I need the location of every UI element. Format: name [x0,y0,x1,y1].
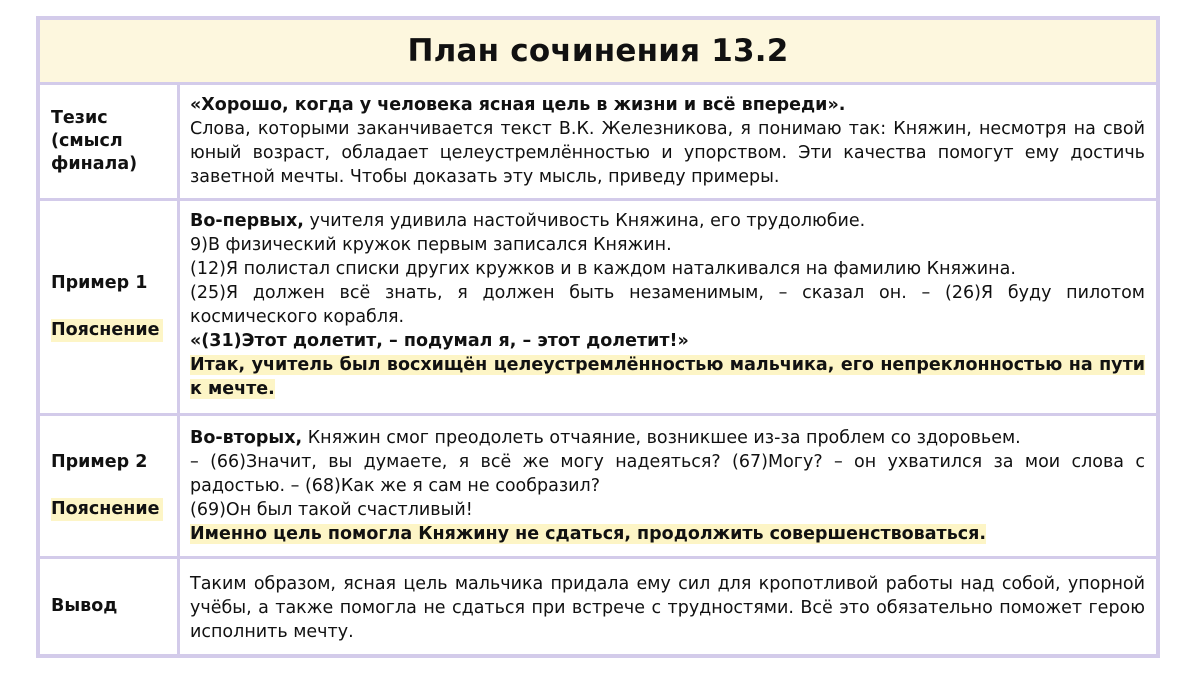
thesis-label-line-1: Тезис [51,108,108,128]
example2-content-cell [180,416,1156,556]
example1-line-4: (25)Я должен всё знать, я должен быть незаменимым, – сказал он. – (26)Я буду пилотом космического корабля. [190,283,1145,327]
example2-explanation-label: Пояснение [51,498,163,521]
example2-lead [190,426,1145,450]
example1-lead [190,209,1145,233]
title-cell [40,20,1156,82]
page-title: План сочинения 13.2 [407,33,789,69]
conclusion-text: Таким образом, ясная цель мальчика придала ему сил для кропотливой работы над собой, упорной учёбы, а также помогла не сдаться при встрече с трудностями. Всё это обязательно поможет герою исполнить мечту. [190,574,1145,642]
example2-conclusion [190,522,1145,546]
example1-explanation-label: Пояснение [51,319,163,342]
example1-line-2: 9)В физический кружок первым записался Княжин. [190,235,672,255]
example2-label-cell [40,416,177,556]
example1-conclusion [190,353,1145,401]
example2-lead-rest: Княжин смог преодолеть отчаяние, возникшее из-за проблем со здоровьем. [302,428,1021,448]
example2-lead-bold: Во-вторых, [190,428,303,448]
example2-label: Пример 2 [51,452,148,472]
example1-lead-bold: Во-первых, [190,211,304,231]
conclusion-label: Вывод [51,596,118,616]
essay-plan-table [36,16,1160,658]
example1-line-3: (12)Я полистал списки других кружков и в каждом наталкивался на фамилию Княжина. [190,259,1016,279]
thesis-text: Слова, которыми заканчивается текст В.К. Железникова, я понимаю так: Княжин, несмотря на свой юный возраст, обладает целеустремлённостью и упорством. Эти качества помогут ему достичь заветной мечты. Чтобы доказать эту мысль, приведу примеры. [190,119,1145,187]
conclusion-label-cell [40,559,177,654]
example2-line-2: – (66)Значит, вы думаете, я всё же могу надеяться? (67)Могу? – он ухватился за мои слова с радостью. – (68)Как же я сам не сообразил? [190,452,1145,496]
example1-quote: «(31)Этот долетит, – подумал я, – этот долетит!» [190,331,689,351]
example1-lead-rest: учителя удивила настойчивость Княжина, его трудолюбие. [303,211,866,231]
thesis-content-cell [180,85,1156,198]
example1-label: Пример 1 [51,273,148,293]
example1-label-cell [40,201,177,413]
thesis-label-line-2: (смысл [51,131,123,151]
thesis-label-cell [40,85,177,198]
thesis-quote: «Хорошо, когда у человека ясная цель в жизни и всё впереди». [190,95,846,115]
example2-conclusion-text: Именно цель помогла Княжину не сдаться, продолжить совершенствоваться. [190,524,987,544]
example2-line-3: (69)Он был такой счастливый! [190,500,473,520]
conclusion-content-cell [180,559,1156,654]
example1-content-cell [180,201,1156,413]
example1-conclusion-text: Итак, учитель был восхищён целеустремлённостью мальчика, его непреклонностью на пути к мечте. [190,355,1145,399]
thesis-label-line-3: финала) [51,154,138,174]
